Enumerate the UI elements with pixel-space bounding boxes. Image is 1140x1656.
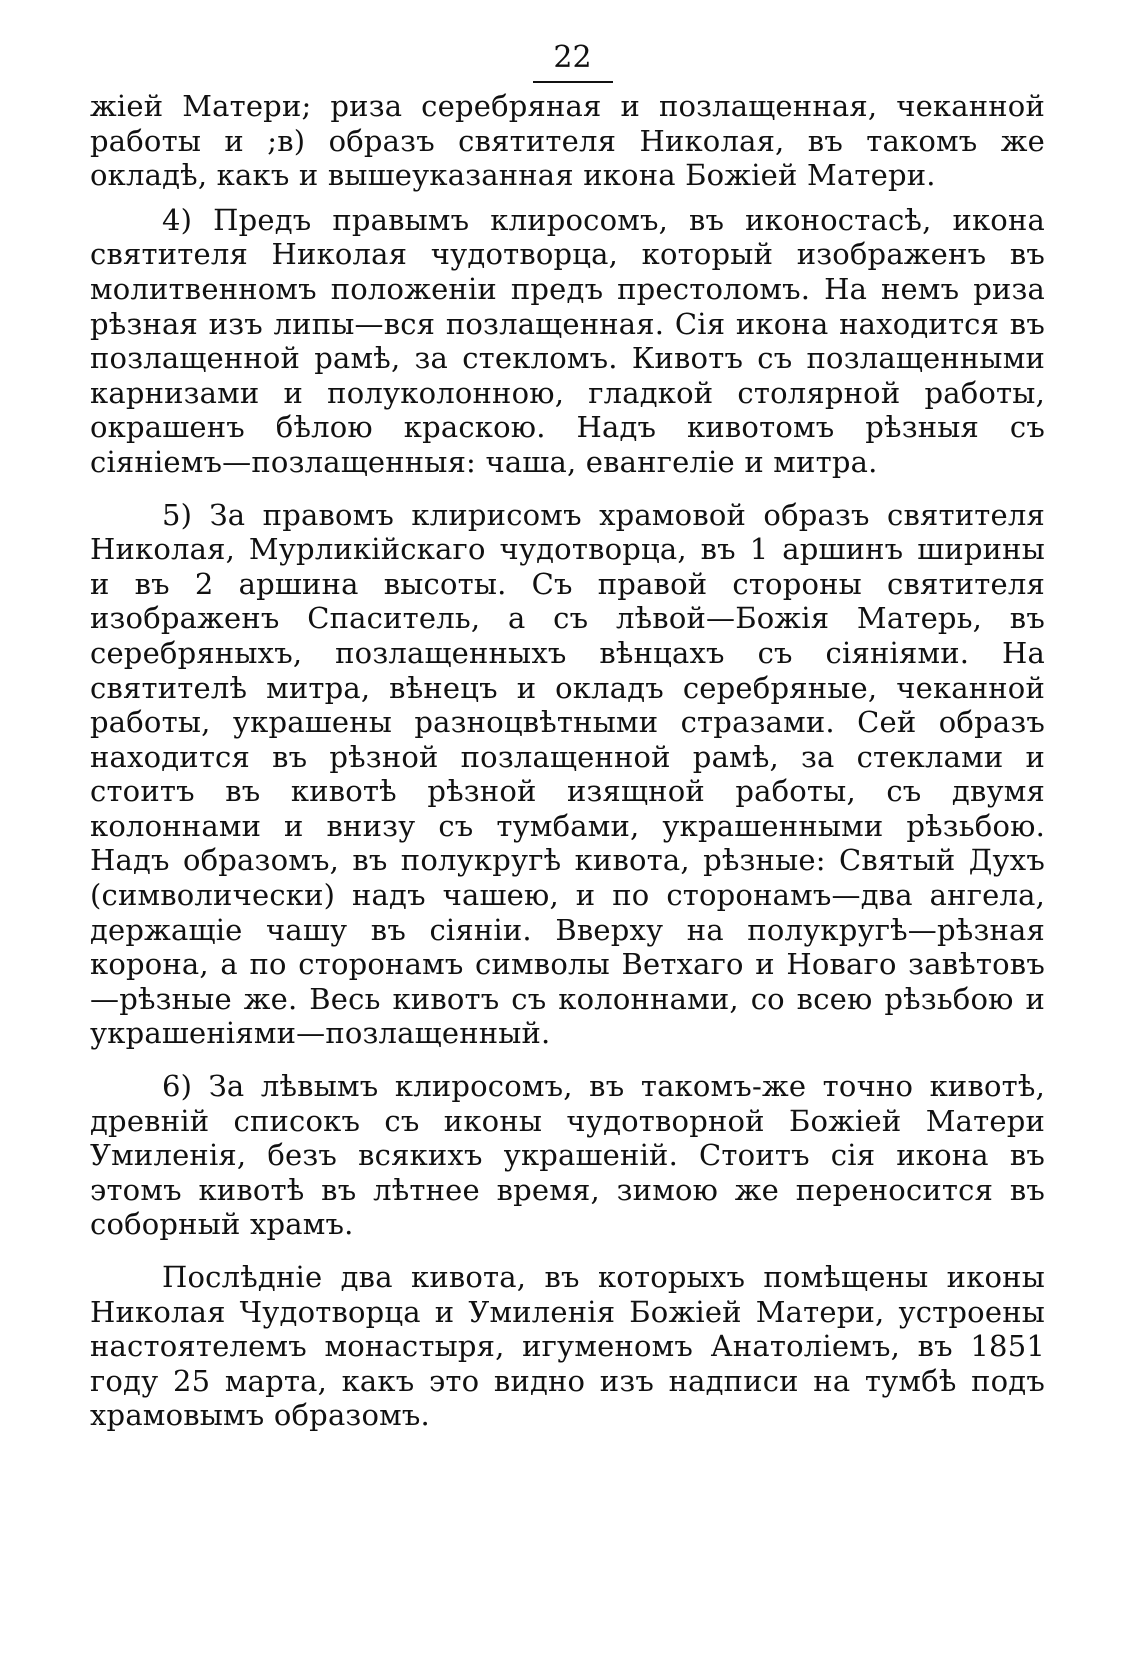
paragraph-closing: Послѣдніе два кивота, въ которыхъ помѣщены иконы Николая Чудотворца и Умиленія Божіей Матери, устроены настоятелемъ монастыря, игуменомъ Анатоліемъ, въ 1851 году 25 марта, какъ это видно изъ надписи на тумбѣ подъ храмовымъ образомъ. (90, 1260, 1045, 1433)
page-number: 22 (533, 40, 613, 83)
paragraph-continuation: жіей Матери; риза серебряная и позлащенная, чеканной работы и ;в) образъ святителя Николая, въ такомъ же окладѣ, какъ и вышеуказанная икона Божіей Матери. (90, 89, 1045, 193)
paragraph-item-5: 5) За правомъ клирисомъ храмовой образъ святителя Николая, Мурликійскаго чудотворца, въ 1 аршинъ ширины и въ 2 аршина высоты. Съ правой стороны святителя изображенъ Спаситель, а съ лѣвой—Божія Матерь, въ серебряныхъ, позлащенныхъ вѣнцахъ съ сіяніями. На святителѣ митра, вѣнецъ и окладъ серебряные, чеканной работы, украшены разноцвѣтными стразами. Сей образъ находится въ рѣзной позлащенной рамѣ, за стеклами и стоитъ въ кивотѣ рѣзной изящной работы, съ двумя колоннами и внизу съ тумбами, украшенными рѣзьбою. Надъ образомъ, въ полукругѣ кивота, рѣзные: Святый Духъ (символически) надъ чашею, и по сторонамъ—два ангела, держащіе чашу въ сіяніи. Вверху на полукругѣ—рѣзная корона, а по сторонамъ символы Ветхаго и Новаго завѣтовъ—рѣзные же. Весь кивотъ съ колоннами, со всею рѣзьбою и украшеніями—позлащенный. (90, 497, 1045, 1051)
document-page (90, 40, 1045, 1433)
paragraph-item-4: 4) Предъ правымъ клиросомъ, въ иконостасѣ, икона святителя Николая чудотворца, который изображенъ въ молитвенномъ положеніи предъ престоломъ. На немъ риза рѣзная изъ липы—вся позлащенная. Сія икона находится въ позлащенной рамѣ, за стекломъ. Кивотъ съ позлащенными карнизами и полуколонною, гладкой столярной работы, окрашенъ бѣлою краскою. Надъ кивотомъ рѣзныя съ сіяніемъ—позлащенныя: чаша, евангеліе и митра. (90, 202, 1045, 479)
paragraph-item-6: 6) За лѣвымъ клиросомъ, въ такомъ-же точно кивотѣ, древній списокъ съ иконы чудотворной Божіей Матери Умиленія, безъ всякихъ украшеній. Стоитъ сія икона въ этомъ кивотѣ въ лѣтнее время, зимою же переносится въ соборный храмъ. (90, 1069, 1045, 1242)
